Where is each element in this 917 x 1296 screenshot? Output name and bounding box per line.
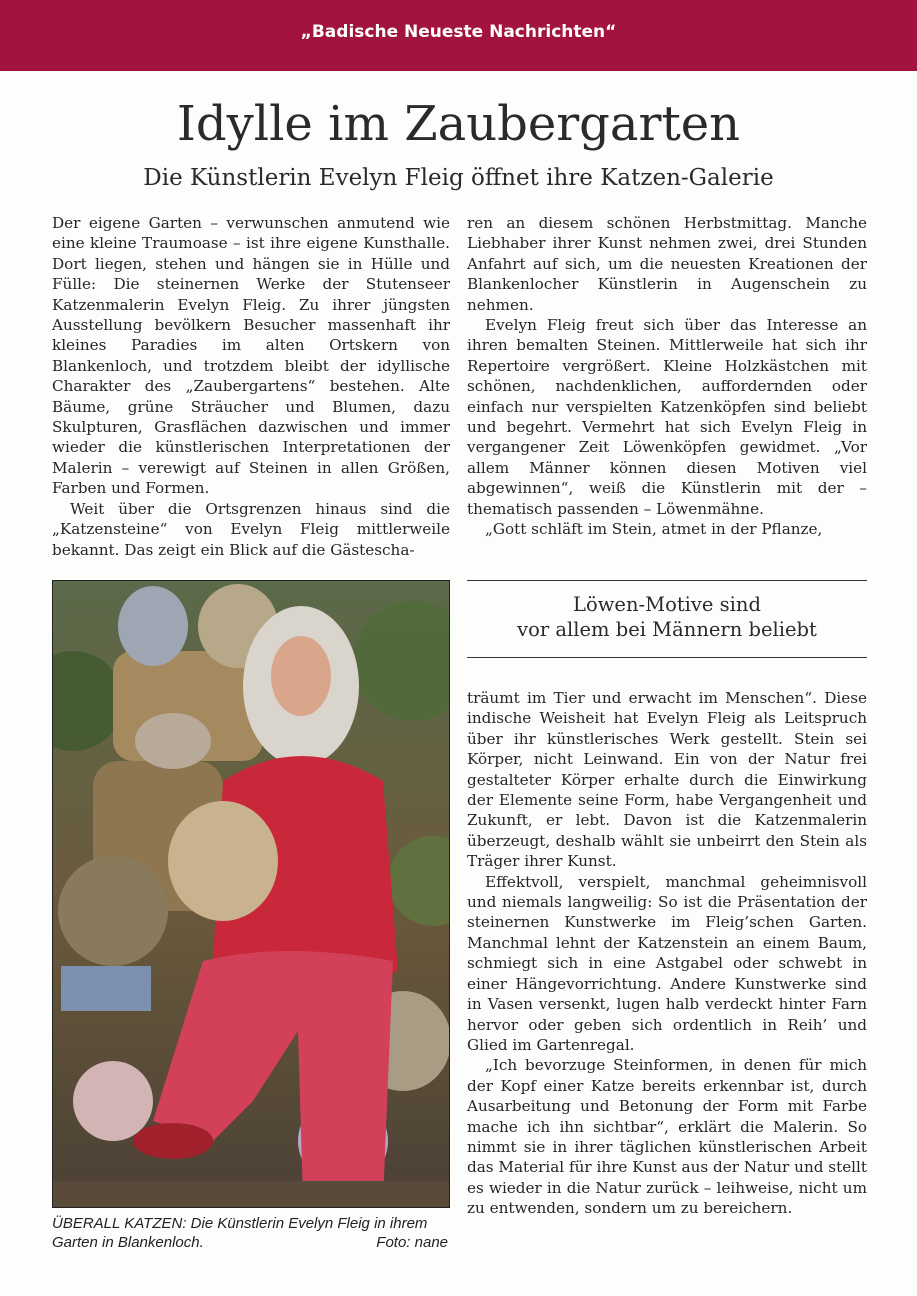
paragraph: träumt im Tier und erwacht im Menschen“. Diese indische Weisheit hat Evelyn Fleig als Leitspruch über ihr künstlerisches Werk gestellt. Stein sei Körper, nicht Leinwand. Ein von der Natur frei gestalteter Körper erhalte durch die Einwirkung der Elemente seine Form, habe Vergangenheit und Zukunft, er lebt. Davon ist die Katzenmalerin überzeugt, deshalb wählt sie unbeirrt den Stein als Träger ihrer Kunst. bbox=[467, 689, 867, 871]
paragraph: Effektvoll, verspielt, manchmal geheimnisvoll und niemals langweilig: So ist die Präsentation der steinernen Kunstwerke im Fleig’schen Garten. Manchmal lehnt der Katzenstein an einem Baum, schmiegt sich in eine Astgabel oder schwebt in einer Hängevorrichtung. Andere Kunstwerke sind in Vasen versenkt, lugen halb verdeckt hinter Farn hervor oder geben sich ordentlich in Reih’ und Glied im Gartenregal. bbox=[467, 872, 867, 1054]
left-column-text bbox=[52, 213, 450, 560]
paragraph: ren an diesem schönen Herbstmittag. Manche Liebhaber ihrer Kunst nehmen zwei, drei Stunden Anfahrt auf sich, um die neuesten Kreationen der Blankenlocher Künstlerin in Augenschein zu nehmen. bbox=[467, 214, 867, 314]
right-column-top-text bbox=[467, 213, 867, 540]
paragraph: Der eigene Garten – verwunschen anmutend wie eine kleine Traumoase – ist ihre eigene Kunsthalle. Dort liegen, stehen und hängen sie in Hülle und Fülle: Die steinernen Werke der Stutenseer Katzenmalerin Evelyn Fleig. Zu ihrer jüngsten Ausstellung bevölkern Besucher massenhaft ihr kleines Paradies im alten Ortskern von Blankenloch, und trotzdem bleibt der idyllische Charakter des „Zaubergartens“ bestehen. Alte Bäume, grüne Sträucher und Blumen, dazu Skulpturen, Grasflächen dazwischen und immer wieder die künstlerischen Interpretationen der Malerin – verewigt auf Steinen in allen Größen, Farben und Formen. bbox=[52, 214, 450, 498]
paragraph: „Gott schläft im Stein, atmet in der Pflanze, bbox=[485, 520, 823, 539]
newspaper-name: „Badische Neueste Nachrichten“ bbox=[300, 22, 617, 42]
masthead-banner bbox=[0, 0, 917, 71]
photo-caption bbox=[52, 1214, 450, 1252]
pull-quote-rule-bottom bbox=[467, 657, 867, 658]
paragraph: „Ich bevorzuge Steinformen, in denen für mich der Kopf einer Katze bereits erkennbar ist, durch Ausarbeitung und Betonung der Form mit Farbe mache ich ihn sichtbar“, erklärt die Malerin. So nimmt sie in ihrer täglichen künstlerischen Arbeit das Material für ihre Kunst aus der Natur und stellt es wieder in die Natur zurück – leihweise, nicht um zu entwenden, sondern um zu bereichern. bbox=[467, 1056, 867, 1218]
cat-stone bbox=[135, 713, 211, 769]
pull-quote bbox=[467, 592, 867, 642]
cat-stone bbox=[118, 586, 188, 666]
cat-stone bbox=[58, 856, 168, 966]
garden-photo-illustration bbox=[53, 581, 450, 1208]
paragraph: Weit über die Ortsgrenzen hinaus sind die „Katzensteine“ von Evelyn Fleig mittlerweile bekannt. Das zeigt ein Blick auf die Gästescha- bbox=[52, 499, 450, 559]
paragraph: Evelyn Fleig freut sich über das Interesse an ihren bemalten Steinen. Mittlerweile hat sich ihr Repertoire vergrößert. Kleine Holzkästchen mit schönen, nachdenklichen, auffordernden oder einfach nur verspielten Katzenköpfen sind beliebt und begehrt. Vermehrt hat sich Evelyn Fleig in vergangener Zeit Löwenköpfen gewidmet. „Vor allem Männer können diesen Motiven viel abgewinnen“, weiß die Künstlerin mit der – thematisch passenden – Löwenmähne. bbox=[467, 316, 867, 518]
caption-text: ÜBERALL KATZEN: Die Künstlerin Evelyn Fleig in ihrem Garten in Blankenloch. bbox=[52, 1215, 428, 1251]
cat-stone bbox=[73, 1061, 153, 1141]
photo-credit: Foto: nane bbox=[376, 1234, 448, 1251]
article-photo bbox=[52, 580, 450, 1208]
pull-quote-rule-top bbox=[467, 580, 867, 581]
pull-quote-line: vor allem bei Männern beliebt bbox=[517, 618, 817, 641]
right-column-bottom-text bbox=[467, 688, 867, 1219]
cat-box bbox=[61, 966, 151, 1011]
article-headline: Idylle im Zaubergarten bbox=[176, 96, 741, 152]
pull-quote-line: Löwen-Motive sind bbox=[573, 593, 761, 616]
held-cat-stone bbox=[168, 801, 278, 921]
article-subheadline: Die Künstlerin Evelyn Fleig öffnet ihre Katzen-Galerie bbox=[143, 165, 774, 191]
